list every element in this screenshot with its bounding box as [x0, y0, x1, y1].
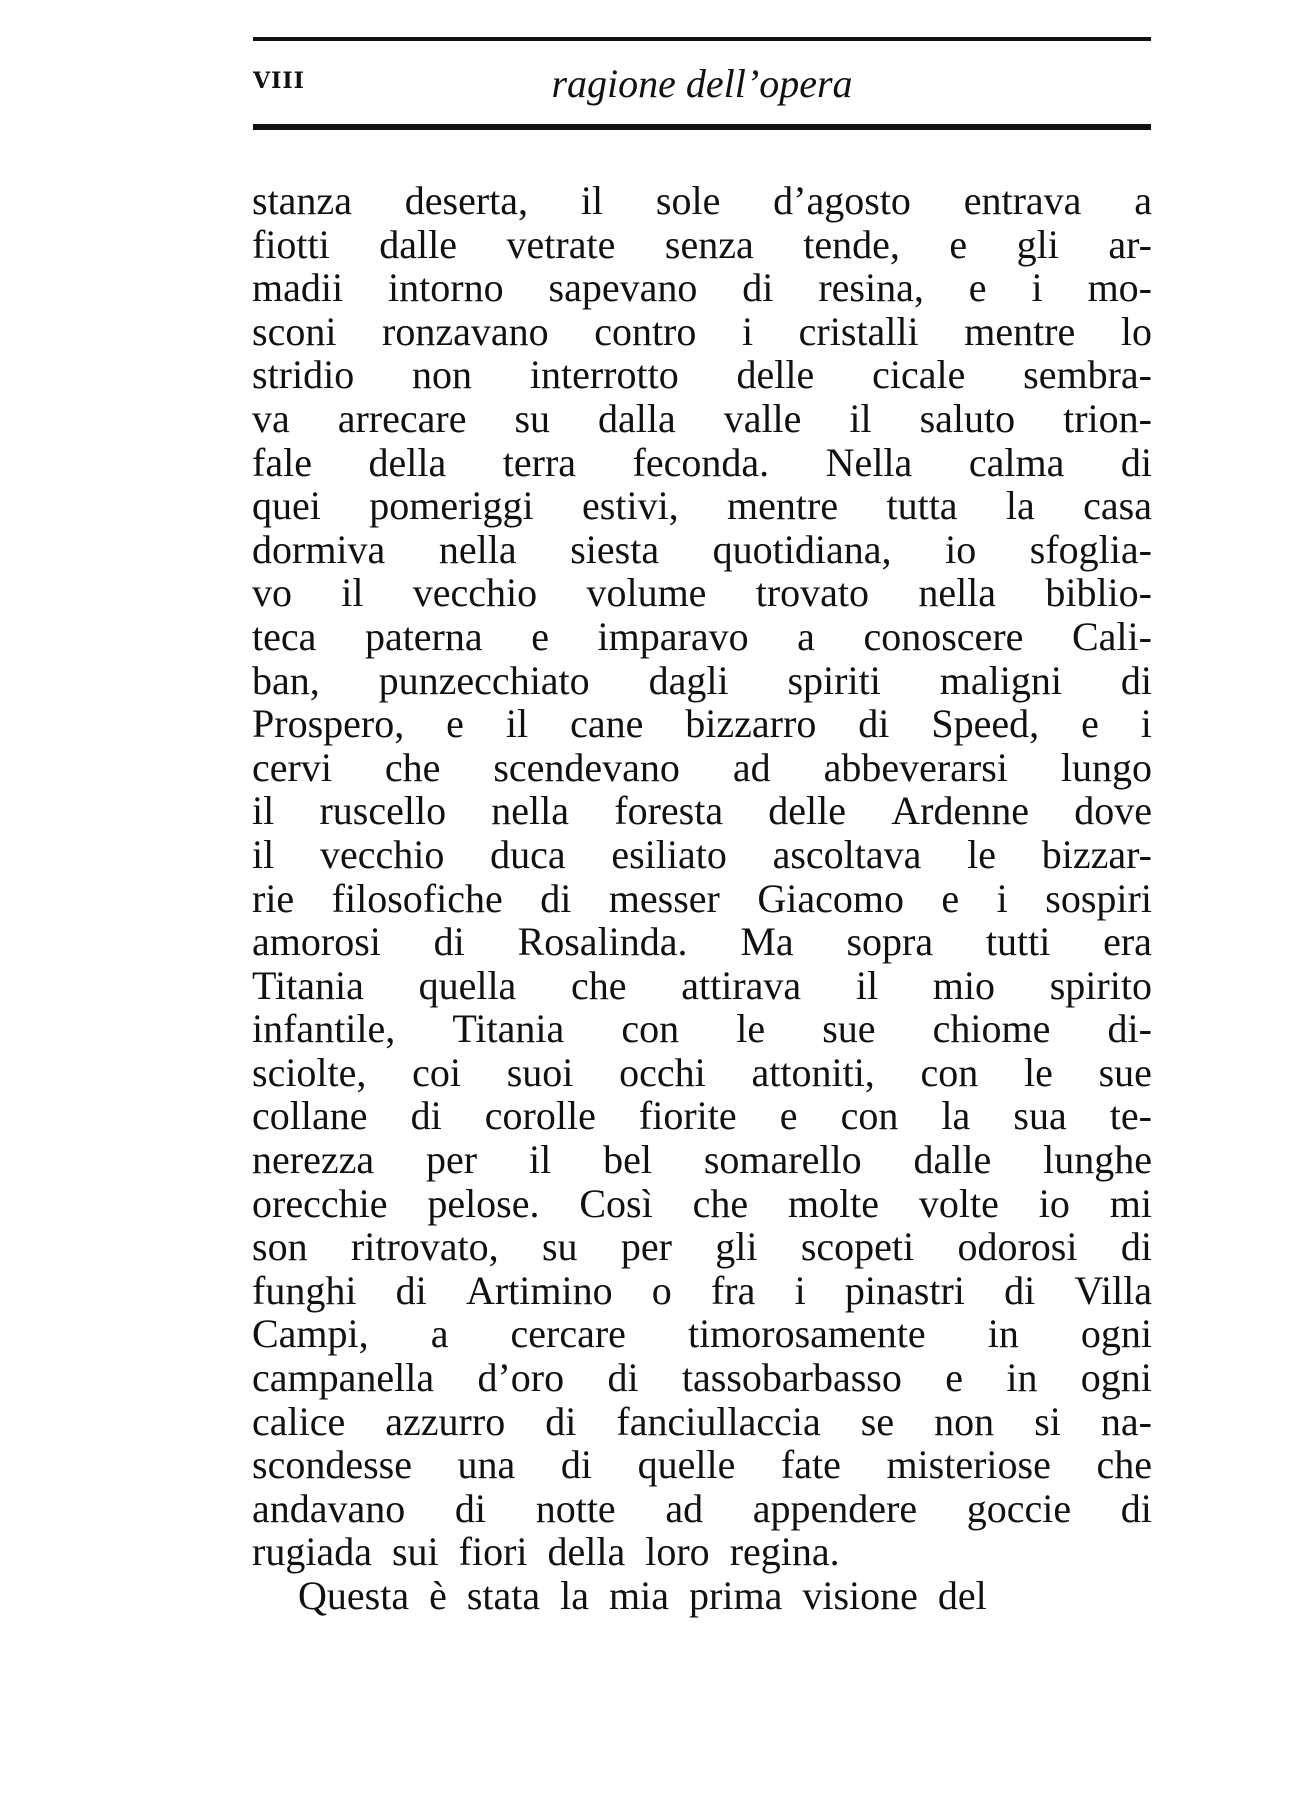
- word: resina,: [818, 265, 924, 311]
- word: attirava: [681, 962, 802, 1008]
- text-line: [252, 1007, 1152, 1051]
- word: cercare: [510, 1311, 626, 1357]
- word: di: [1004, 1267, 1036, 1313]
- word: su: [541, 1224, 578, 1270]
- word: che: [692, 1180, 749, 1226]
- word: ad: [665, 1485, 704, 1531]
- word: che: [384, 744, 441, 790]
- word: in: [987, 1311, 1019, 1357]
- word: dalle: [379, 221, 458, 267]
- word: pinastri: [844, 1267, 965, 1313]
- word: in: [1006, 1355, 1038, 1401]
- word: scopeti: [800, 1224, 915, 1270]
- word: madii: [252, 265, 344, 311]
- word: molte: [787, 1180, 880, 1226]
- word: il: [855, 962, 879, 1008]
- word: Ardenne: [891, 788, 1029, 834]
- word: ascoltava: [772, 831, 922, 877]
- word: di: [1120, 439, 1152, 485]
- word: Titania: [452, 1006, 565, 1052]
- word: te-: [1109, 1093, 1152, 1139]
- word: vo: [252, 570, 292, 616]
- word: chiome: [932, 1006, 1051, 1052]
- word: sembra-: [1023, 352, 1152, 398]
- word: io: [1038, 1180, 1070, 1226]
- word: stridio: [252, 352, 355, 398]
- word: e: [1081, 701, 1099, 747]
- word: spiriti: [787, 657, 881, 703]
- word: il: [528, 1137, 552, 1183]
- word: che: [1096, 1442, 1152, 1488]
- word: messer: [608, 875, 720, 921]
- word: pelose.: [427, 1180, 540, 1226]
- word: e: [446, 701, 464, 747]
- text-line: [252, 223, 1152, 267]
- text-line: [252, 1138, 1152, 1182]
- word: spirito: [1049, 962, 1152, 1008]
- body-text: [252, 179, 1152, 1618]
- word: quella: [418, 962, 517, 1008]
- word: ruscello: [319, 788, 447, 834]
- word: mentre: [964, 308, 1076, 354]
- word: maligni: [939, 657, 1062, 703]
- word: fiorite: [638, 1093, 737, 1139]
- word: di: [742, 265, 774, 311]
- word: su: [514, 395, 551, 441]
- word: va: [252, 395, 290, 441]
- word: nerezza: [252, 1137, 375, 1183]
- top-rule: [253, 37, 1151, 41]
- word: d’agosto: [773, 178, 911, 223]
- word: prima: [689, 1573, 783, 1618]
- word: di: [454, 1485, 487, 1531]
- word: le: [736, 1006, 766, 1052]
- text-line: [252, 266, 1152, 310]
- word: sue: [1098, 1049, 1152, 1095]
- word: senza: [664, 221, 754, 267]
- word: amorosi: [252, 919, 381, 965]
- word: funghi: [252, 1267, 357, 1313]
- word: fanciullaccia: [616, 1398, 821, 1444]
- word: calice: [252, 1398, 346, 1444]
- word: attoniti,: [751, 1049, 875, 1095]
- word: son: [252, 1224, 308, 1270]
- word: collane: [252, 1093, 368, 1139]
- word: ban,: [252, 657, 320, 703]
- word: azzurro: [385, 1398, 506, 1444]
- text-line: [252, 397, 1152, 441]
- word: ritrovato,: [350, 1224, 499, 1270]
- word: pomeriggi: [369, 483, 534, 529]
- word: interrotto: [529, 352, 679, 398]
- word: del: [937, 1573, 987, 1618]
- word: fiori: [458, 1529, 528, 1575]
- text-line: [252, 1530, 1152, 1574]
- word: imparavo: [597, 613, 749, 659]
- word: Speed,: [931, 701, 1040, 747]
- running-head: [253, 60, 1151, 110]
- word: feconda.: [632, 439, 770, 485]
- text-line: [252, 1269, 1152, 1313]
- word: mentre: [727, 483, 839, 529]
- word: e: [945, 1355, 963, 1401]
- word: trovato: [755, 570, 870, 616]
- word: vetrate: [506, 221, 616, 267]
- word: odorosi: [957, 1224, 1078, 1270]
- page-number: VIII: [253, 68, 305, 94]
- word: Villa: [1074, 1267, 1152, 1313]
- word: della: [547, 1529, 626, 1575]
- text-line: [252, 1182, 1152, 1226]
- word: sciolte,: [252, 1049, 367, 1095]
- word: sapevano: [548, 265, 698, 311]
- word: coi: [412, 1049, 462, 1095]
- word: sopra: [846, 919, 934, 965]
- word: per: [620, 1224, 672, 1270]
- word: tassobarbasso: [681, 1355, 902, 1401]
- word: di: [1120, 1224, 1152, 1270]
- word: abbeverarsi: [823, 744, 1008, 790]
- word: di: [545, 1398, 577, 1444]
- word: entrava: [963, 178, 1082, 223]
- word: mio: [932, 962, 996, 1008]
- word: Nella: [825, 439, 913, 485]
- word: dove: [1074, 788, 1152, 834]
- word: sua: [1013, 1093, 1067, 1139]
- text-line: [252, 920, 1152, 964]
- word: e: [531, 613, 549, 659]
- word: lo: [1120, 308, 1152, 354]
- word: dalle: [913, 1137, 992, 1183]
- word: calma: [968, 439, 1065, 485]
- word: terra: [502, 439, 577, 485]
- word: trion-: [1063, 395, 1152, 441]
- word: orecchie: [252, 1180, 388, 1226]
- word: e: [779, 1093, 798, 1139]
- word: intorno: [388, 265, 504, 311]
- word: con: [920, 1049, 979, 1095]
- word: ad: [732, 744, 771, 790]
- word: suoi: [506, 1049, 574, 1095]
- word: volume: [586, 570, 707, 616]
- word: deserta,: [404, 178, 529, 223]
- text-line: [252, 571, 1152, 615]
- text-line: [252, 179, 1152, 223]
- word: nella: [918, 570, 997, 616]
- word: appendere: [752, 1485, 918, 1531]
- word: dagli: [648, 657, 729, 703]
- word: di: [1120, 657, 1152, 703]
- word: contro: [594, 308, 697, 354]
- word: filosofiche: [331, 875, 503, 921]
- word: scendevano: [493, 744, 680, 790]
- word: goccie: [966, 1485, 1072, 1531]
- word: una: [457, 1442, 516, 1488]
- word: la: [1005, 483, 1035, 529]
- word: vecchio: [412, 570, 538, 616]
- word: sfoglia-: [1029, 526, 1152, 572]
- word: sospiri: [1045, 875, 1152, 921]
- text-line: [252, 702, 1152, 746]
- word: quotidiana,: [712, 526, 892, 572]
- word: mo-: [1087, 265, 1152, 311]
- word: nella: [491, 788, 570, 834]
- text-line: [252, 789, 1152, 833]
- word: a: [797, 613, 815, 659]
- word: mia: [609, 1573, 670, 1618]
- word: lungo: [1060, 744, 1152, 790]
- text-line: [252, 1487, 1152, 1531]
- running-title: ragione dell’opera: [551, 61, 853, 106]
- word: saluto: [919, 395, 1016, 441]
- word: stanza: [252, 178, 352, 223]
- word: ronzavano: [382, 308, 549, 354]
- word: fiotti: [252, 221, 330, 267]
- word: paterna: [364, 613, 483, 659]
- word: della: [368, 439, 447, 485]
- word: di-: [1107, 1006, 1152, 1052]
- word: e: [949, 221, 968, 267]
- word: che: [571, 962, 627, 1008]
- word: il: [252, 831, 275, 877]
- word: Rosalinda.: [517, 919, 688, 965]
- word: ogni: [1080, 1311, 1152, 1357]
- word: i: [741, 308, 754, 354]
- word: delle: [736, 352, 815, 398]
- word: siesta: [570, 526, 660, 572]
- text-line: [252, 1574, 1152, 1618]
- word: e: [941, 875, 960, 921]
- word: na-: [1100, 1398, 1152, 1444]
- word: bizzarro: [685, 701, 817, 747]
- word: di: [858, 701, 890, 747]
- word: la: [560, 1573, 590, 1618]
- word: il: [341, 570, 364, 616]
- word: cervi: [252, 744, 332, 790]
- word: i: [794, 1267, 806, 1313]
- word: ogni: [1080, 1355, 1152, 1401]
- word: d’oro: [477, 1355, 565, 1401]
- text-line: [252, 441, 1152, 485]
- word: biblio-: [1045, 570, 1152, 616]
- word: e: [968, 265, 987, 311]
- word: Cali-: [1071, 613, 1152, 659]
- word: la: [941, 1093, 971, 1139]
- text-line: [252, 484, 1152, 528]
- word: vecchio: [319, 831, 445, 877]
- word: cicale: [872, 352, 966, 398]
- header-rule: [253, 124, 1151, 130]
- word: Giacomo: [757, 875, 904, 921]
- text-line: [252, 353, 1152, 397]
- word: rugiada: [252, 1529, 372, 1575]
- word: sconi: [252, 308, 337, 354]
- text-line: [252, 964, 1152, 1008]
- word: tende,: [803, 221, 900, 267]
- word: il: [505, 701, 529, 747]
- word: estivi,: [582, 483, 679, 529]
- text-line: [252, 877, 1152, 921]
- word: il: [252, 788, 275, 834]
- word: sole: [655, 178, 721, 223]
- word: fate: [780, 1442, 841, 1488]
- word: sue: [822, 1006, 876, 1052]
- word: timorosamente: [687, 1311, 926, 1357]
- word: i: [996, 875, 1008, 921]
- word: Ma: [740, 919, 794, 965]
- word: andavano: [252, 1485, 406, 1531]
- word: di: [607, 1355, 639, 1401]
- word: di: [433, 919, 465, 965]
- word: arrecare: [337, 395, 467, 441]
- word: gli: [715, 1224, 758, 1270]
- word: le: [1024, 1049, 1053, 1095]
- word: misteriose: [886, 1442, 1051, 1488]
- word: fra: [710, 1267, 756, 1313]
- text-line: [252, 659, 1152, 703]
- word: bizzar-: [1041, 831, 1152, 877]
- word: quelle: [637, 1442, 736, 1488]
- text-line: [252, 615, 1152, 659]
- text-line: [252, 1400, 1152, 1444]
- word: di: [395, 1267, 427, 1313]
- word: cane: [570, 701, 644, 747]
- word: scondesse: [252, 1442, 412, 1488]
- word: somarello: [703, 1137, 862, 1183]
- word: nella: [438, 526, 517, 572]
- word: punzecchiato: [378, 657, 590, 703]
- word: rie: [252, 875, 295, 921]
- text-line: [252, 1225, 1152, 1269]
- word: se: [860, 1398, 895, 1444]
- word: ar-: [1108, 221, 1152, 267]
- word: dalla: [597, 395, 676, 441]
- word: mi: [1109, 1180, 1152, 1226]
- word: bel: [603, 1137, 652, 1183]
- word: a: [1134, 178, 1152, 223]
- text-line: [252, 310, 1152, 354]
- text-line: [252, 1094, 1152, 1138]
- text-line: [252, 833, 1152, 877]
- word: io: [945, 526, 977, 572]
- word: visione: [802, 1573, 918, 1618]
- word: Questa: [298, 1573, 410, 1618]
- word: per: [425, 1137, 478, 1183]
- word: delle: [768, 788, 847, 834]
- word: conoscere: [863, 613, 1024, 659]
- word: a: [430, 1311, 449, 1357]
- text-line: [252, 528, 1152, 572]
- word: le: [967, 831, 997, 877]
- word: o: [651, 1267, 672, 1313]
- word: foresta: [614, 788, 724, 834]
- word: era: [1103, 919, 1152, 965]
- text-line: [252, 1443, 1152, 1487]
- word: non: [412, 352, 473, 398]
- word: regina.: [729, 1529, 840, 1575]
- word: il: [849, 395, 872, 441]
- word: Campi,: [252, 1311, 369, 1357]
- word: sui: [391, 1529, 439, 1575]
- word: Così: [579, 1180, 653, 1226]
- word: dormiva: [252, 526, 386, 572]
- word: gli: [1016, 221, 1059, 267]
- word: il: [580, 178, 604, 223]
- word: casa: [1083, 483, 1152, 529]
- word: valle: [723, 395, 802, 441]
- text-line: [252, 1356, 1152, 1400]
- word: è: [429, 1573, 447, 1618]
- word: con: [621, 1006, 680, 1052]
- word: fale: [252, 439, 312, 485]
- text-line: [252, 1312, 1152, 1356]
- word: volte: [918, 1180, 999, 1226]
- word: esiliato: [611, 831, 727, 877]
- word: stata: [466, 1573, 541, 1618]
- word: si: [1034, 1398, 1061, 1444]
- word: tutti: [985, 919, 1051, 965]
- word: duca: [490, 831, 566, 877]
- word: occhi: [619, 1049, 706, 1095]
- word: Prospero,: [252, 701, 405, 747]
- word: infantile,: [252, 1006, 396, 1052]
- word: di: [540, 875, 572, 921]
- word: quei: [252, 483, 321, 529]
- word: campanella: [252, 1355, 435, 1401]
- text-line: [252, 1051, 1152, 1095]
- word: di: [1120, 1485, 1152, 1531]
- word: i: [1140, 701, 1152, 747]
- word: non: [934, 1398, 995, 1444]
- word: con: [840, 1093, 899, 1139]
- word: corolle: [484, 1093, 596, 1139]
- word: Artimino: [465, 1267, 613, 1313]
- word: di: [410, 1093, 442, 1139]
- word: tutta: [886, 483, 958, 529]
- text-line: [252, 746, 1152, 790]
- word: notte: [535, 1485, 616, 1531]
- word: loro: [645, 1529, 710, 1575]
- word: lunghe: [1043, 1137, 1152, 1183]
- word: Titania: [252, 962, 364, 1008]
- word: cristalli: [798, 308, 919, 354]
- word: di: [560, 1442, 593, 1488]
- word: teca: [252, 613, 317, 659]
- word: i: [1031, 265, 1043, 311]
